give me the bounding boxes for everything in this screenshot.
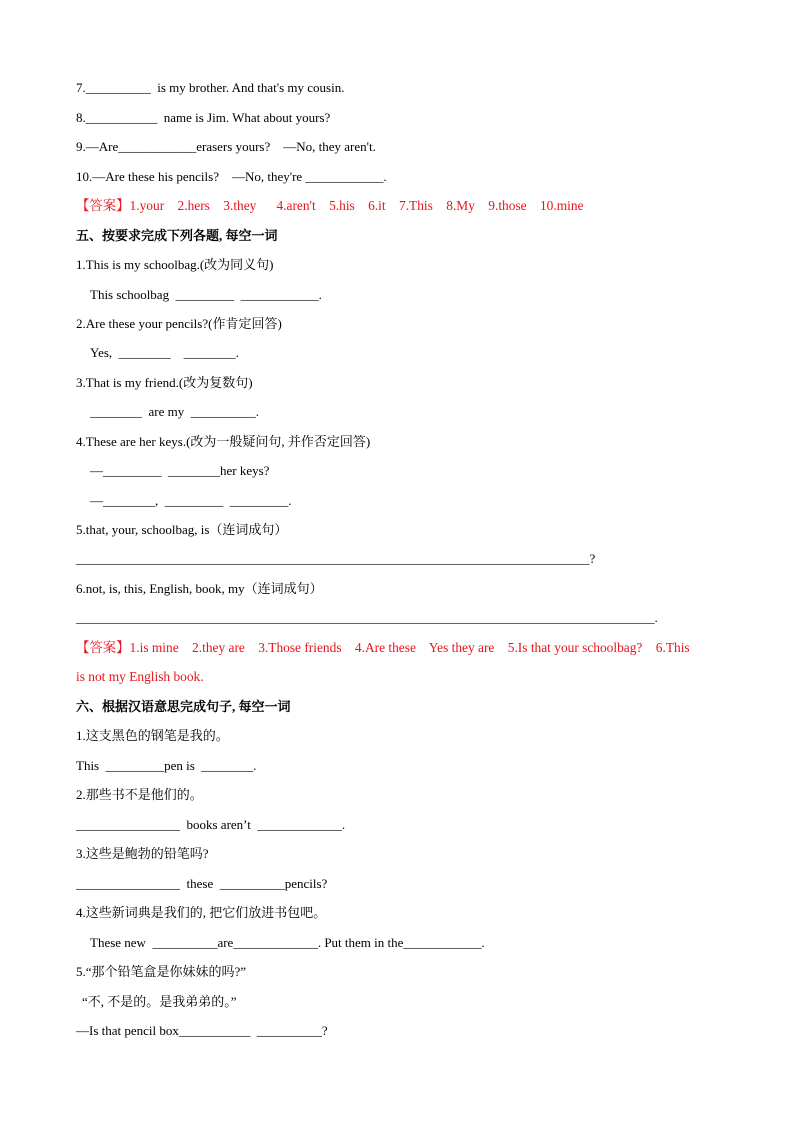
s6-prompt-4: 4.这些新词典是我们的, 把它们放进书包吧。 xyxy=(76,905,327,920)
s5-answer-line-4a: —_________ ________her keys? xyxy=(90,463,270,478)
s5-question-1: 1.This is my schoolbag.(改为同义句) xyxy=(76,257,274,272)
s6-answer-line-4: These new __________are_____________. Put them in the____________. xyxy=(90,935,485,950)
s5-question-3: 3.That is my friend.(改为复数句) xyxy=(76,375,253,390)
s6-prompt-5a: 5.“那个铅笔盒是你妹妹的吗?” xyxy=(76,964,247,979)
section-5-heading: 五、按要求完成下列各题, 每空一词 xyxy=(76,228,278,243)
answer-section-4: 【答案】1.your 2.hers 3.they 4.aren't 5.his 6.it 7.This 8.My 9.those 10.mine xyxy=(76,198,584,213)
question-7: 7.__________ is my brother. And that's my cousin. xyxy=(76,80,345,95)
s6-prompt-2: 2.那些书不是他们的。 xyxy=(76,787,203,802)
s6-prompt-1: 1.这支黑色的钢笔是我的。 xyxy=(76,728,229,743)
s5-answer-line-4b: —________, _________ _________. xyxy=(90,493,292,508)
s5-question-2: 2.Are these your pencils?(作肯定回答) xyxy=(76,316,282,331)
answer-section-5-line-1: 【答案】1.is mine 2.they are 3.Those friends 4.Are these Yes they are 5.Is that your schoolbag? 6.This xyxy=(76,640,690,655)
section-6-heading: 六、根据汉语意思完成句子, 每空一词 xyxy=(76,699,291,714)
question-8: 8.___________ name is Jim. What about yours? xyxy=(76,110,331,125)
s5-answer-line-2: Yes, ________ ________. xyxy=(90,345,239,360)
s6-answer-line-3: ________________ these __________pencils? xyxy=(76,876,328,891)
s6-prompt-3: 3.这些是鲍勃的铅笔吗? xyxy=(76,846,209,861)
answer-section-5-line-2: is not my English book. xyxy=(76,669,204,684)
s5-answer-line-3: ________ are my __________. xyxy=(90,404,259,419)
s6-answer-line-2: ________________ books aren’t _____________. xyxy=(76,817,346,832)
s5-question-5: 5.that, your, schoolbag, is（连词成句） xyxy=(76,522,288,537)
s5-question-4: 4.These are her keys.(改为一般疑问句, 并作否定回答) xyxy=(76,434,371,449)
s5-question-6: 6.not, is, this, English, book, my（连词成句） xyxy=(76,581,323,596)
s6-answer-line-5: —Is that pencil box___________ __________? xyxy=(76,1023,328,1038)
question-9: 9.—Are____________erasers yours? —No, they aren't. xyxy=(76,139,376,154)
question-10: 10.—Are these his pencils? —No, they're ____________. xyxy=(76,169,387,184)
s6-answer-line-1: This _________pen is ________. xyxy=(76,758,257,773)
s6-prompt-5b: “不, 不是的。是我弟弟的。” xyxy=(82,994,237,1009)
s5-answer-line-6: _________________________________________________________________________________________. xyxy=(76,610,658,625)
s5-answer-line-5: _______________________________________________________________________________? xyxy=(76,551,596,566)
s5-answer-line-1: This schoolbag _________ ____________. xyxy=(90,287,322,302)
